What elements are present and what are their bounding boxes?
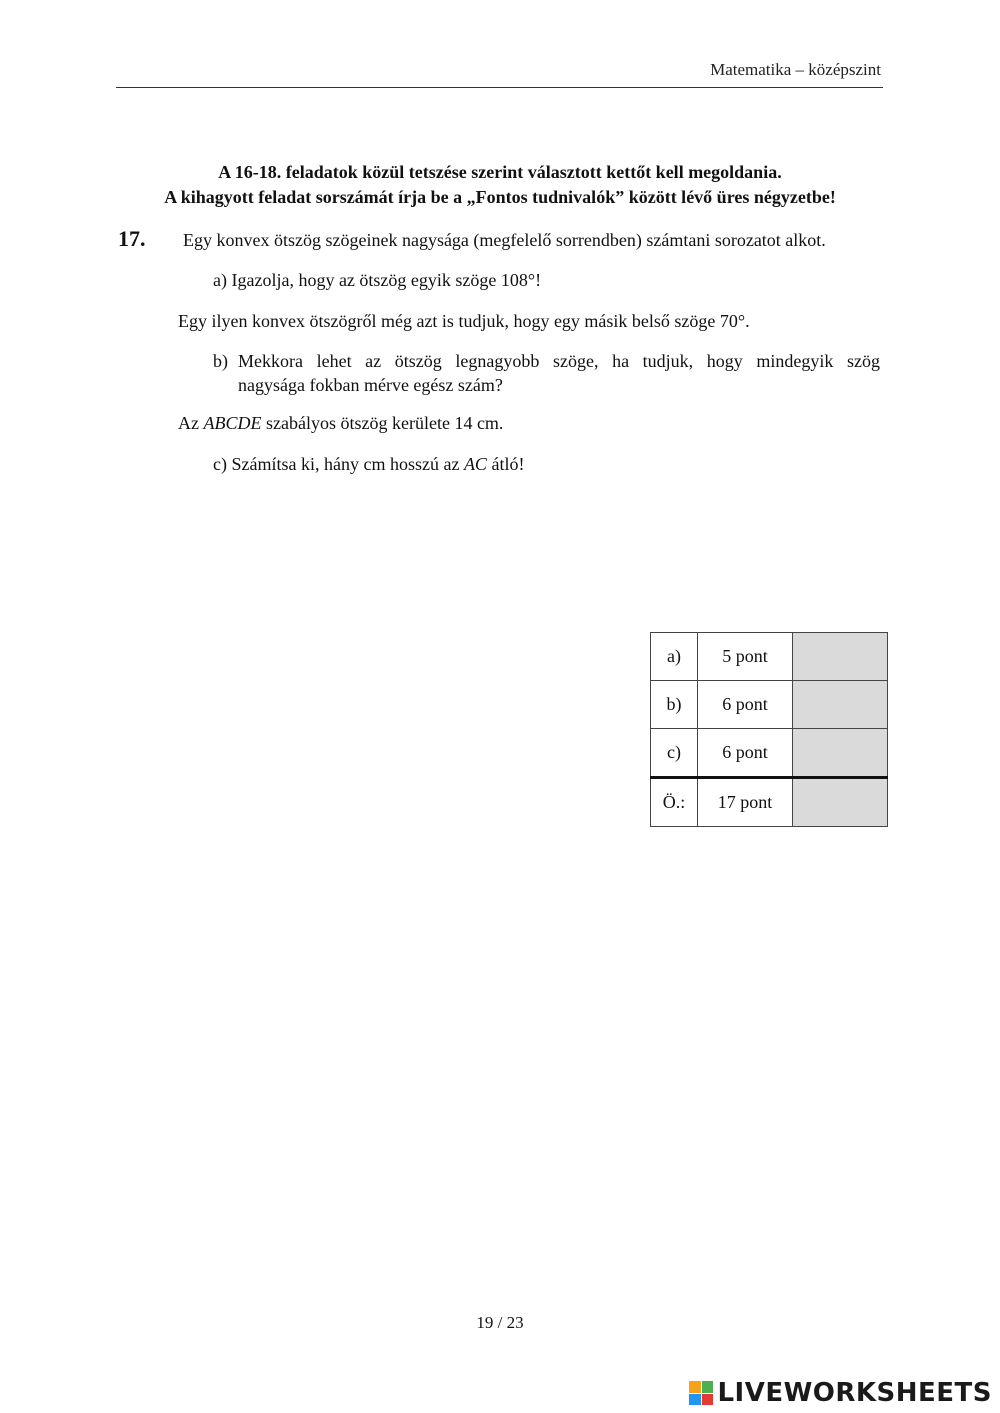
logo-square — [702, 1381, 714, 1393]
liveworksheets-logo — [689, 1378, 992, 1408]
score-max-points: 5 pont — [698, 633, 793, 681]
part-c-question-post: átló! — [486, 454, 525, 474]
score-row-a — [651, 633, 888, 681]
part-c-info-post: szabályos ötszög kerülete 14 cm. — [261, 413, 504, 433]
instructions-line-2: A kihagyott feladat sorszámát írja be a „Fontos tudnivalók” között lévő üres négyzetbe! — [164, 187, 836, 207]
header-title: Matematika – középszint — [710, 60, 881, 79]
score-total-earned-cell[interactable] — [793, 778, 888, 827]
score-row-b — [651, 681, 888, 729]
header-divider — [116, 87, 883, 88]
score-total-label: Ö.: — [651, 778, 698, 827]
task-number: 17. — [118, 226, 146, 251]
score-row-total — [651, 778, 888, 827]
score-part-label: c) — [651, 729, 698, 778]
part-b-info: Egy ilyen konvex ötszögről még azt is tudjuk, hogy egy másik belső szöge 70°. — [178, 311, 750, 331]
part-b-question — [213, 349, 880, 397]
part-c-info-pre: Az — [178, 413, 204, 433]
score-row-c — [651, 729, 888, 778]
score-total-max: 17 pont — [698, 778, 793, 827]
part-b-label: b) — [213, 351, 228, 371]
logo-square — [689, 1394, 701, 1406]
part-c-question — [213, 454, 524, 475]
part-b-line-2: nagysága fokban mérve egész szám? — [238, 375, 503, 395]
score-earned-cell[interactable] — [793, 729, 888, 778]
score-part-label: a) — [651, 633, 698, 681]
diagonal-name: AC — [463, 454, 487, 474]
logo-square — [689, 1381, 701, 1393]
part-c-question-pre: c) Számítsa ki, hány cm hosszú az — [213, 454, 464, 474]
part-c-info — [178, 413, 503, 434]
logo-text: LIVEWORKSHEETS — [717, 1378, 992, 1408]
score-max-points: 6 pont — [698, 729, 793, 778]
score-earned-cell[interactable] — [793, 681, 888, 729]
task-intro: Egy konvex ötszög szögeinek nagysága (megfelelő sorrendben) számtani sorozatot alkot. — [183, 230, 826, 250]
score-max-points: 6 pont — [698, 681, 793, 729]
pentagon-name: ABCDE — [203, 413, 262, 433]
part-a-question: a) Igazolja, hogy az ötszög egyik szöge 108°! — [213, 270, 542, 290]
score-earned-cell[interactable] — [793, 633, 888, 681]
page-number: 19 / 23 — [476, 1313, 524, 1332]
logo-icon — [689, 1381, 713, 1405]
part-b-line-1: Mekkora lehet az ötszög legnagyobb szöge, ha tudjuk, hogy mindegyik szög — [238, 351, 880, 371]
score-table — [650, 632, 888, 827]
logo-square — [702, 1394, 714, 1406]
score-part-label: b) — [651, 681, 698, 729]
instructions-line-1: A 16-18. feladatok közül tetszése szerint választott kettőt kell megoldania. — [218, 162, 782, 182]
